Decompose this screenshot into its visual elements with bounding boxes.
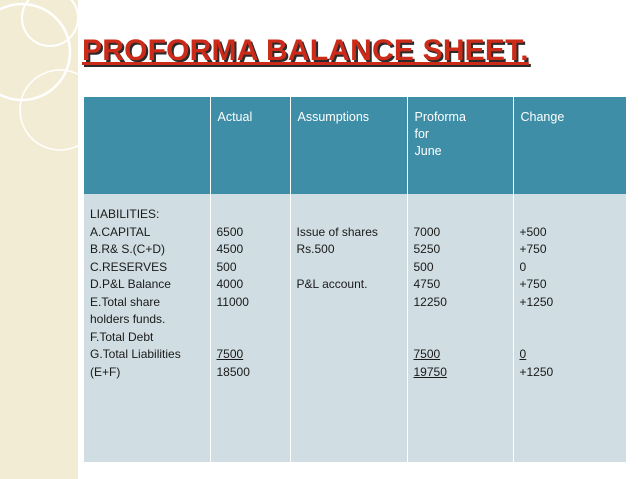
proforma-cell: 7000 — [413, 224, 441, 239]
actual-cell — [217, 206, 284, 224]
change-cell — [520, 311, 621, 329]
label-cell: holders funds. — [90, 312, 166, 326]
label-cell: LIABILITIES: — [90, 207, 160, 221]
change-cell: +750 — [519, 242, 547, 256]
change-cell: +1250 — [519, 294, 554, 309]
header-change: Change — [513, 97, 626, 194]
decorative-circle — [22, 0, 78, 46]
actual-cell: 11000 — [216, 294, 249, 309]
proforma-cell: 5250 — [413, 242, 441, 256]
assumption-cell: Issue of shares — [296, 224, 378, 239]
assumption-cell — [297, 259, 401, 277]
actual-cell — [217, 329, 284, 347]
proforma-cell: 4750 — [413, 277, 441, 291]
actual-cell: 7500 — [216, 347, 244, 361]
change-cell: 0 — [519, 259, 527, 274]
proforma-cell — [414, 329, 507, 347]
proforma-cell: 12250 — [413, 294, 447, 309]
proforma-cell — [414, 206, 507, 224]
assumptions-column — [290, 194, 407, 462]
label-cell: E.Total share — [90, 294, 161, 309]
assumption-cell: P&L account. — [296, 277, 368, 291]
decorative-circle — [0, 4, 70, 100]
label-cell: G.Total Liabilities — [90, 347, 181, 361]
actual-cell — [217, 311, 284, 329]
actual-column — [210, 194, 290, 462]
actual-cell: 4000 — [216, 277, 244, 291]
table-header-row — [84, 97, 626, 194]
change-cell: +750 — [519, 277, 547, 291]
label-cell: D.P&L Balance — [90, 277, 171, 291]
header-proforma-line: Proforma — [414, 110, 466, 124]
change-cell — [520, 206, 621, 224]
labels-column — [84, 194, 210, 462]
label-cell: (E+F) — [90, 364, 121, 379]
balance-sheet-table — [84, 97, 626, 462]
change-cell: +500 — [519, 224, 547, 239]
label-cell: C.RESERVES — [90, 259, 168, 274]
change-cell — [520, 329, 621, 347]
decorative-side-panel — [0, 0, 78, 479]
slide-title: PROFORMA BALANCE SHEET. — [82, 34, 529, 67]
table-body-row — [84, 194, 626, 462]
header-proforma-line: for — [414, 127, 430, 141]
actual-cell: 6500 — [216, 224, 244, 239]
header-labels — [84, 97, 210, 194]
assumption-cell — [297, 206, 401, 224]
change-column — [513, 194, 626, 462]
label-cell: B.R& S.(C+D) — [90, 242, 166, 256]
proforma-cell — [414, 311, 507, 329]
proforma-column — [407, 194, 513, 462]
top-band — [78, 0, 638, 33]
proforma-cell: 500 — [413, 259, 434, 274]
change-cell: +1250 — [519, 364, 554, 379]
change-cell: 0 — [519, 347, 527, 361]
actual-cell: 4500 — [216, 242, 244, 256]
header-actual: Actual — [210, 97, 290, 194]
decorative-circle — [20, 70, 78, 150]
header-assumptions: Assumptions — [290, 97, 407, 194]
label-cell: A.CAPITAL — [90, 224, 151, 239]
header-proforma — [407, 97, 513, 194]
proforma-cell: 19750 — [413, 364, 447, 379]
decorative-circles-graphic — [0, 0, 78, 479]
header-proforma-line: June — [414, 144, 442, 158]
label-cell: F.Total Debt — [90, 329, 154, 344]
actual-cell: 500 — [216, 259, 237, 274]
proforma-cell: 7500 — [413, 347, 441, 361]
assumption-cell: Rs.500 — [296, 242, 335, 256]
actual-cell: 18500 — [216, 364, 250, 379]
